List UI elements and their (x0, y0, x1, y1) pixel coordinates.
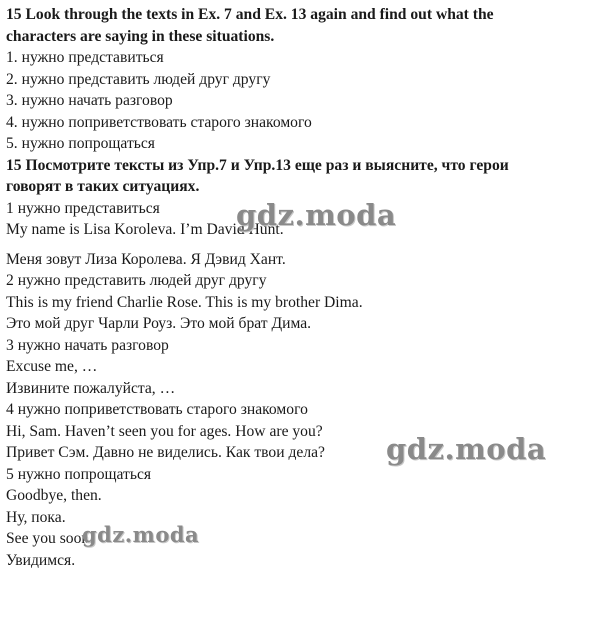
answer-4-ru: Привет Сэм. Давно не виделись. Как твои дела? (6, 444, 325, 461)
task-heading-ru-cont: говорят в таких ситуациях. (6, 178, 200, 195)
spacer (6, 241, 611, 249)
watermark-logo: gdz.moda (82, 522, 200, 547)
answer-1-en: My name is Lisa Koroleva. I’m David Hunt. (6, 221, 284, 238)
answer-4-en: Hi, Sam. Haven’t seen you for ages. How are you? (6, 422, 323, 440)
answer-5-title: 5 нужно попрощаться (6, 465, 152, 483)
task-item-1: 1. нужно представиться (6, 49, 164, 66)
watermark-logo: gdz.moda (236, 198, 397, 232)
task-item-3: 3. нужно начать разговор (6, 92, 173, 109)
answer-5-ru-1: Ну, пока. (6, 508, 66, 526)
answer-5-ru-2: Увидимся. (6, 551, 76, 569)
answer-5-en-1: Goodbye, then. (6, 487, 102, 504)
task-heading-en-cont: characters are saying in these situations. (6, 27, 275, 45)
answer-4-title: 4 нужно поприветствовать старого знакомого (6, 401, 308, 418)
answer-1-ru: Меня зовут Лиза Королева. Я Дэвид Хант. (6, 250, 286, 268)
answer-2-en: This is my friend Charlie Rose. This is my brother Dima. (6, 293, 363, 311)
answer-3-en: Excuse me, … (6, 358, 98, 375)
answer-1-title: 1 нужно представиться (6, 199, 160, 217)
task-item-4: 4. нужно поприветствовать старого знакомого (6, 113, 312, 131)
document-page (6, 4, 611, 571)
answer-2-ru: Это мой друг Чарли Роуз. Это мой брат Дима. (6, 315, 312, 332)
watermark-logo: gdz.moda (386, 432, 547, 466)
answer-3-ru: Извините пожалуйста, … (6, 379, 176, 397)
task-item-2: 2. нужно представить людей друг другу (6, 70, 271, 88)
answer-5-en-2: See you soon. (6, 530, 94, 547)
answer-2-title: 2 нужно представить людей друг другу (6, 272, 267, 289)
task-item-5: 5. нужно попрощаться (6, 135, 155, 152)
task-heading-en: 15 Look through the texts in Ex. 7 and Ex. 13 again and find out what the (6, 6, 494, 23)
task-heading-ru: 15 Посмотрите тексты из Упр.7 и Упр.13 еще раз и выясните, что герои (6, 156, 509, 174)
answer-3-title: 3 нужно начать разговор (6, 336, 169, 354)
